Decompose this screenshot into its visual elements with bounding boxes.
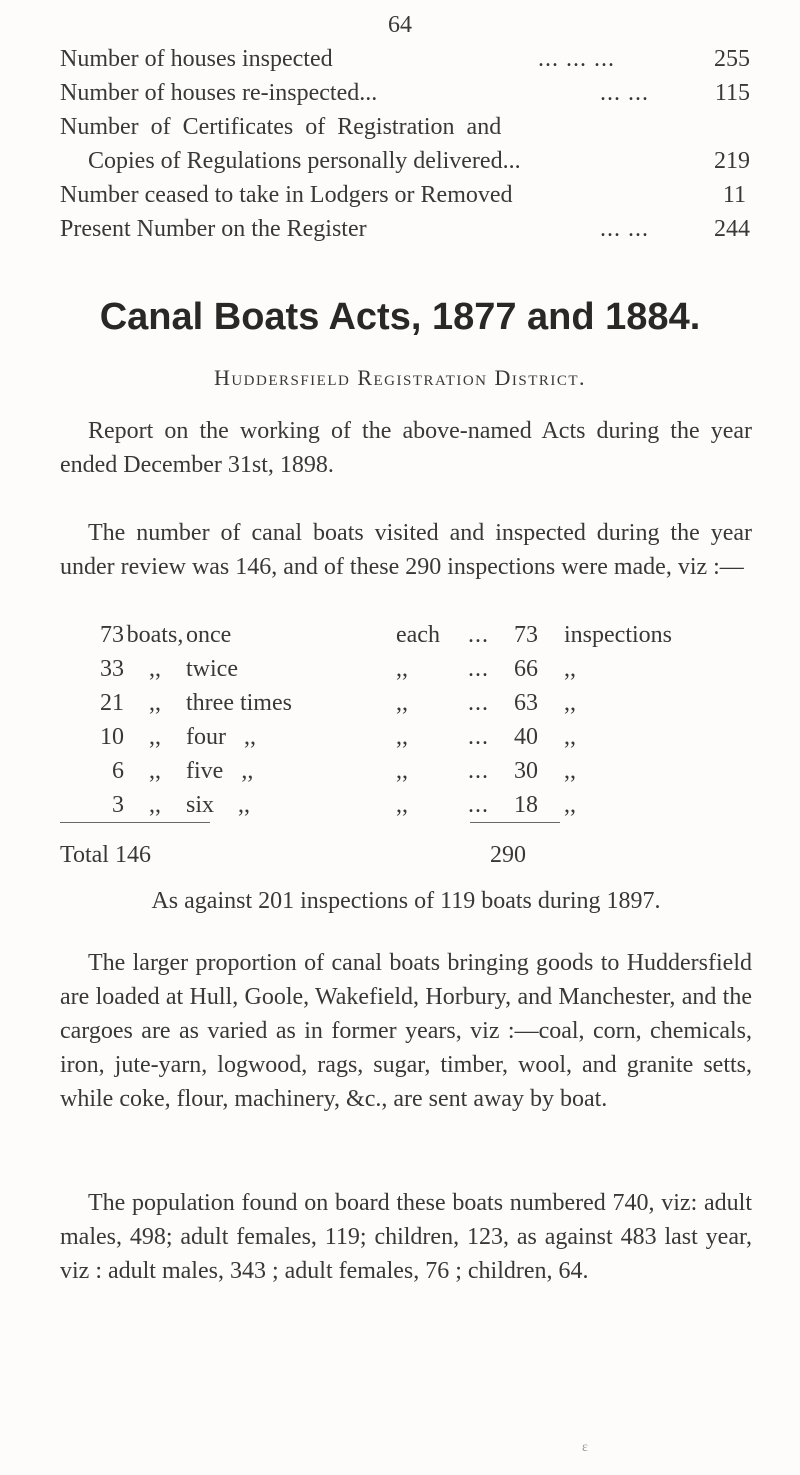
inspection-row	[80, 720, 714, 754]
total-rule-right	[470, 822, 560, 823]
population-paragraph	[60, 1186, 752, 1288]
stat-row-certificates-delivered	[60, 144, 750, 178]
inspections-word: ,,	[564, 656, 576, 682]
leader-dots: ...	[468, 758, 489, 784]
inspection-row	[80, 618, 714, 652]
visits-paragraph	[60, 516, 752, 584]
each-word: ,,	[396, 690, 408, 716]
total-boats: Total 146	[60, 842, 151, 868]
visits-paragraph-text: The number of canal boats visited and inspected during the year under review was 146, and of these 290 inspections were made, viz :—	[60, 520, 752, 580]
inspection-row	[80, 788, 714, 822]
inspection-row	[80, 686, 714, 720]
inspections-count: 66	[514, 656, 538, 682]
leader-dots: ... ...	[600, 216, 649, 242]
stat-row-present-register	[60, 212, 750, 246]
total-rule-left	[60, 822, 210, 823]
inspections-count: 30	[514, 758, 538, 784]
frequency: four ,,	[186, 724, 256, 750]
stat-row-houses-reinspected	[60, 76, 750, 110]
cargo-paragraph	[60, 946, 752, 1116]
stat-value: 115	[714, 80, 750, 106]
each-word: ,,	[396, 656, 408, 682]
stat-label: Number of houses re-inspected...	[60, 80, 378, 106]
population-paragraph-text: The population found on board these boats numbered 740, viz: adult males, 498; adult females, 119; children, 123, as against 483 last year, viz : adult males, 343 ; adult females, 76 ; children, 64.	[60, 1190, 752, 1284]
each-word: ,,	[396, 724, 408, 750]
stat-row-ceased-lodgers	[60, 178, 750, 212]
boats-count: 10	[100, 724, 124, 750]
leader-dots: ...	[468, 622, 489, 648]
inspections-word: inspections	[564, 622, 672, 648]
boats-count: 21	[100, 690, 124, 716]
boats-word: ,,	[149, 792, 161, 818]
boats-count: 3	[112, 792, 124, 818]
frequency: once	[186, 622, 232, 648]
leader-dots: ...	[468, 656, 489, 682]
leader-dots: ...	[468, 690, 489, 716]
stat-row-certificates-heading	[60, 110, 750, 144]
inspections-word: ,,	[564, 724, 576, 750]
each-word: ,,	[396, 792, 408, 818]
frequency: five ,,	[186, 758, 254, 784]
leader-dots: ...	[468, 792, 489, 818]
section-heading: Canal Boats Acts, 1877 and 1884.	[99, 296, 701, 338]
stat-value: 244	[714, 216, 750, 242]
leader-dots: ... ...	[600, 80, 649, 106]
stat-label: Copies of Regulations personally delivered...	[88, 148, 521, 174]
boats-word: boats,	[126, 622, 184, 648]
inspections-count: 18	[514, 792, 538, 818]
leader-dots: ... ... ...	[538, 46, 615, 72]
stray-mark: ɛ	[582, 1440, 588, 1455]
inspections-table	[80, 618, 714, 822]
boats-count: 6	[112, 758, 124, 784]
stat-label: Number of Certificates of Registration and	[60, 114, 502, 140]
cargo-paragraph-text: The larger proportion of canal boats bringing goods to Huddersfield are loaded at Hull, Goole, Wakefield, Horbury, and Manchester, and the cargoes are as varied as in former years, viz :—coal, corn, chemicals, iron, jute-yarn, logwood, rags, sugar, timber, wool, and granite setts, while coke, flour, machinery, &c., are sent away by boat.	[60, 950, 752, 1112]
inspection-row	[80, 754, 714, 788]
boats-count: 73	[100, 622, 124, 648]
inspections-word: ,,	[564, 690, 576, 716]
inspections-word: ,,	[564, 792, 576, 818]
frequency: twice	[186, 656, 238, 682]
intro-paragraph	[60, 414, 752, 482]
inspection-row	[80, 652, 714, 686]
each-word: each	[396, 622, 440, 648]
inspections-count: 73	[514, 622, 538, 648]
page-number: 64	[388, 12, 412, 38]
total-inspections: 290	[490, 842, 526, 868]
leader-dots: ...	[468, 724, 489, 750]
stat-label: Present Number on the Register	[60, 216, 367, 242]
inspections-count: 63	[514, 690, 538, 716]
stat-value: 255	[714, 46, 750, 72]
inspections-word: ,,	[564, 758, 576, 784]
stat-value: 11	[722, 182, 746, 208]
inspections-count: 40	[514, 724, 538, 750]
stat-value: 219	[714, 148, 750, 174]
intro-paragraph-text: Report on the working of the above-named Acts during the year ended December 31st, 1898.	[60, 418, 752, 478]
section-subheading: Huddersfield Registration District.	[213, 365, 587, 390]
stat-label: Number of houses inspected	[60, 46, 333, 72]
comparison-line: As against 201 inspections of 119 boats during 1897.	[151, 888, 661, 914]
stat-row-houses-inspected	[60, 42, 750, 76]
boats-word: ,,	[149, 758, 161, 784]
boats-word: ,,	[149, 724, 161, 750]
boats-word: ,,	[149, 656, 161, 682]
frequency: three times	[186, 690, 292, 716]
stat-label: Number ceased to take in Lodgers or Removed	[60, 182, 513, 208]
boats-word: ,,	[149, 690, 161, 716]
boats-count: 33	[100, 656, 124, 682]
each-word: ,,	[396, 758, 408, 784]
frequency: six ,,	[186, 792, 251, 818]
